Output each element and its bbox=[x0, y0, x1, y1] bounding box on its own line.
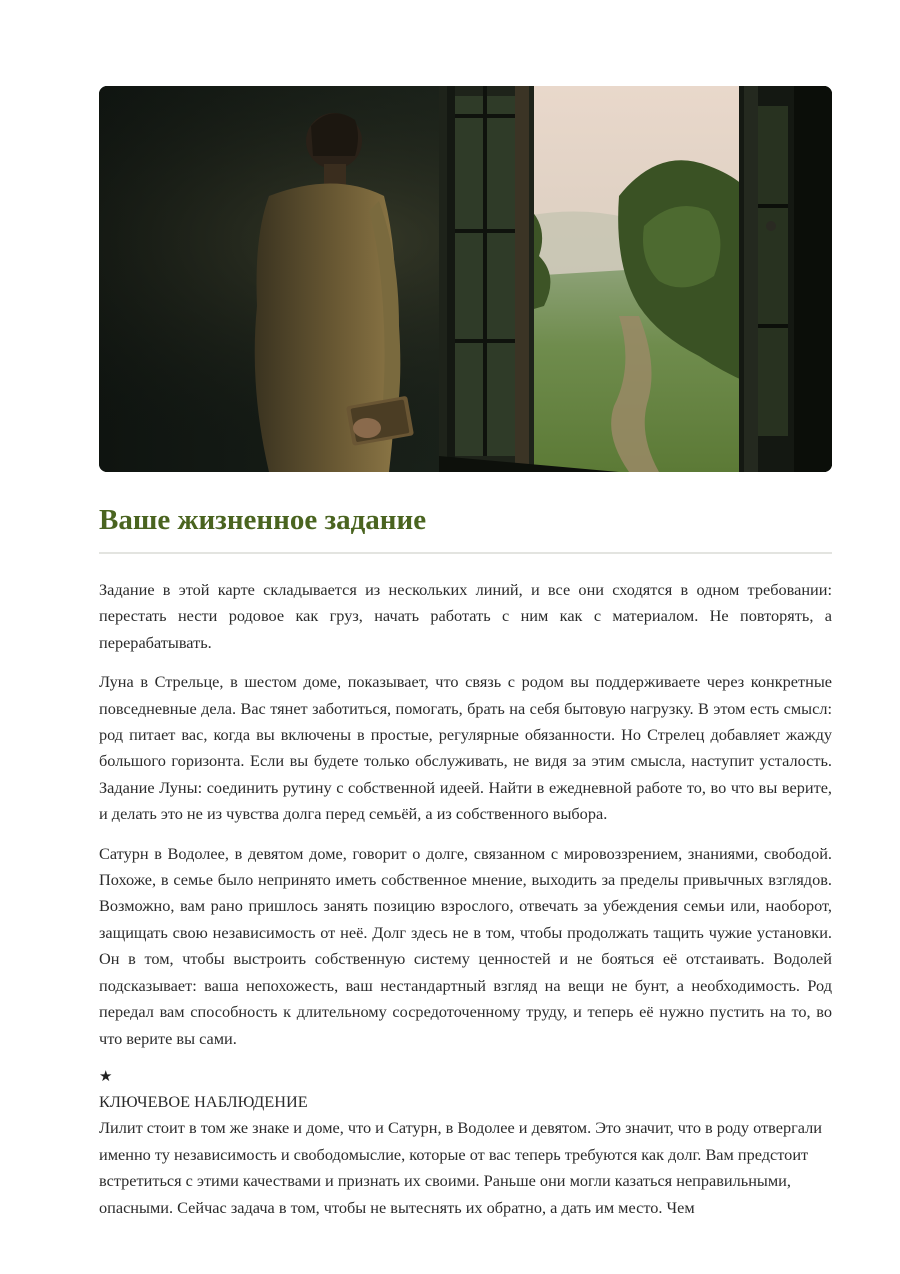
article-paragraph: Луна в Стрельце, в шестом доме, показывает, что связь с родом вы поддерживаете через конкретные повседневные дела. Вас тянет заботиться, помогать, брать на себя бытовую нагрузку. В этом есть смысл: род питает вас, когда вы включены в простые, регулярные обязанности. Но Стрелец добавляет жажду большого горизонта. Если вы будете только обслуживать, не видя за этим смысла, наступит усталость. Задание Луны: соединить рутину с собственной идеей. Найти в ежедневной работе то, во что вы верите, и делать это не из чувства долга перед семьёй, а из собственного выбора. bbox=[99, 672, 832, 824]
hero-illustration bbox=[99, 86, 832, 472]
article-paragraph: Задание в этой карте складывается из нескольких линий, и все они сходятся в одном требовании: перестать нести родовое как груз, начать работать с ним как с материалом. Не повторять, а перерабатывать. bbox=[99, 580, 832, 652]
star-icon: ★ bbox=[99, 1066, 113, 1085]
article bbox=[99, 498, 832, 1221]
observation-label: КЛЮЧЕВОЕ НАБЛЮДЕНИЕ bbox=[99, 1091, 308, 1111]
key-observation bbox=[99, 1063, 832, 1222]
hero-image bbox=[99, 86, 832, 472]
observation-text: Лилит стоит в том же знаке и доме, что и Сатурн, в Водолее и девятом. Это значит, что в роду отвергали именно ту независимость и свободомыслие, которые от вас теперь требуются как долг. Вам предстоит встретиться с этими качествами и признать их своими. Раньше они могли казаться неправильными, опасными. Сейчас задача в том, чтобы не вытеснять их обратно, а дать им место. Чем bbox=[99, 1118, 822, 1217]
article-paragraph: Сатурн в Водолее, в девятом доме, говорит о долге, связанном с мировоззрением, знаниями, свободой. Похоже, в семье было непринято иметь собственное мнение, выходить за пределы привычных взглядов. Возможно, вам рано пришлось занять позицию взрослого, отвечать за убеждения семьи или, наоборот, защищать свою независимость от неё. Долг здесь не в том, чтобы продолжать тащить чужие установки. Он в том, чтобы выстроить собственную систему ценностей и не бояться её отстаивать. Водолей подсказывает: ваша непохожесть, ваш нестандартный взгляд на вещи не бунт, а необходимость. Род передал вам способность к длительному сосредоточенному труду, и теперь её нужно пустить на то, во что верите вы сами. bbox=[99, 843, 832, 1048]
title-divider bbox=[99, 552, 832, 554]
article-title: Ваше жизненное задание bbox=[99, 504, 427, 536]
